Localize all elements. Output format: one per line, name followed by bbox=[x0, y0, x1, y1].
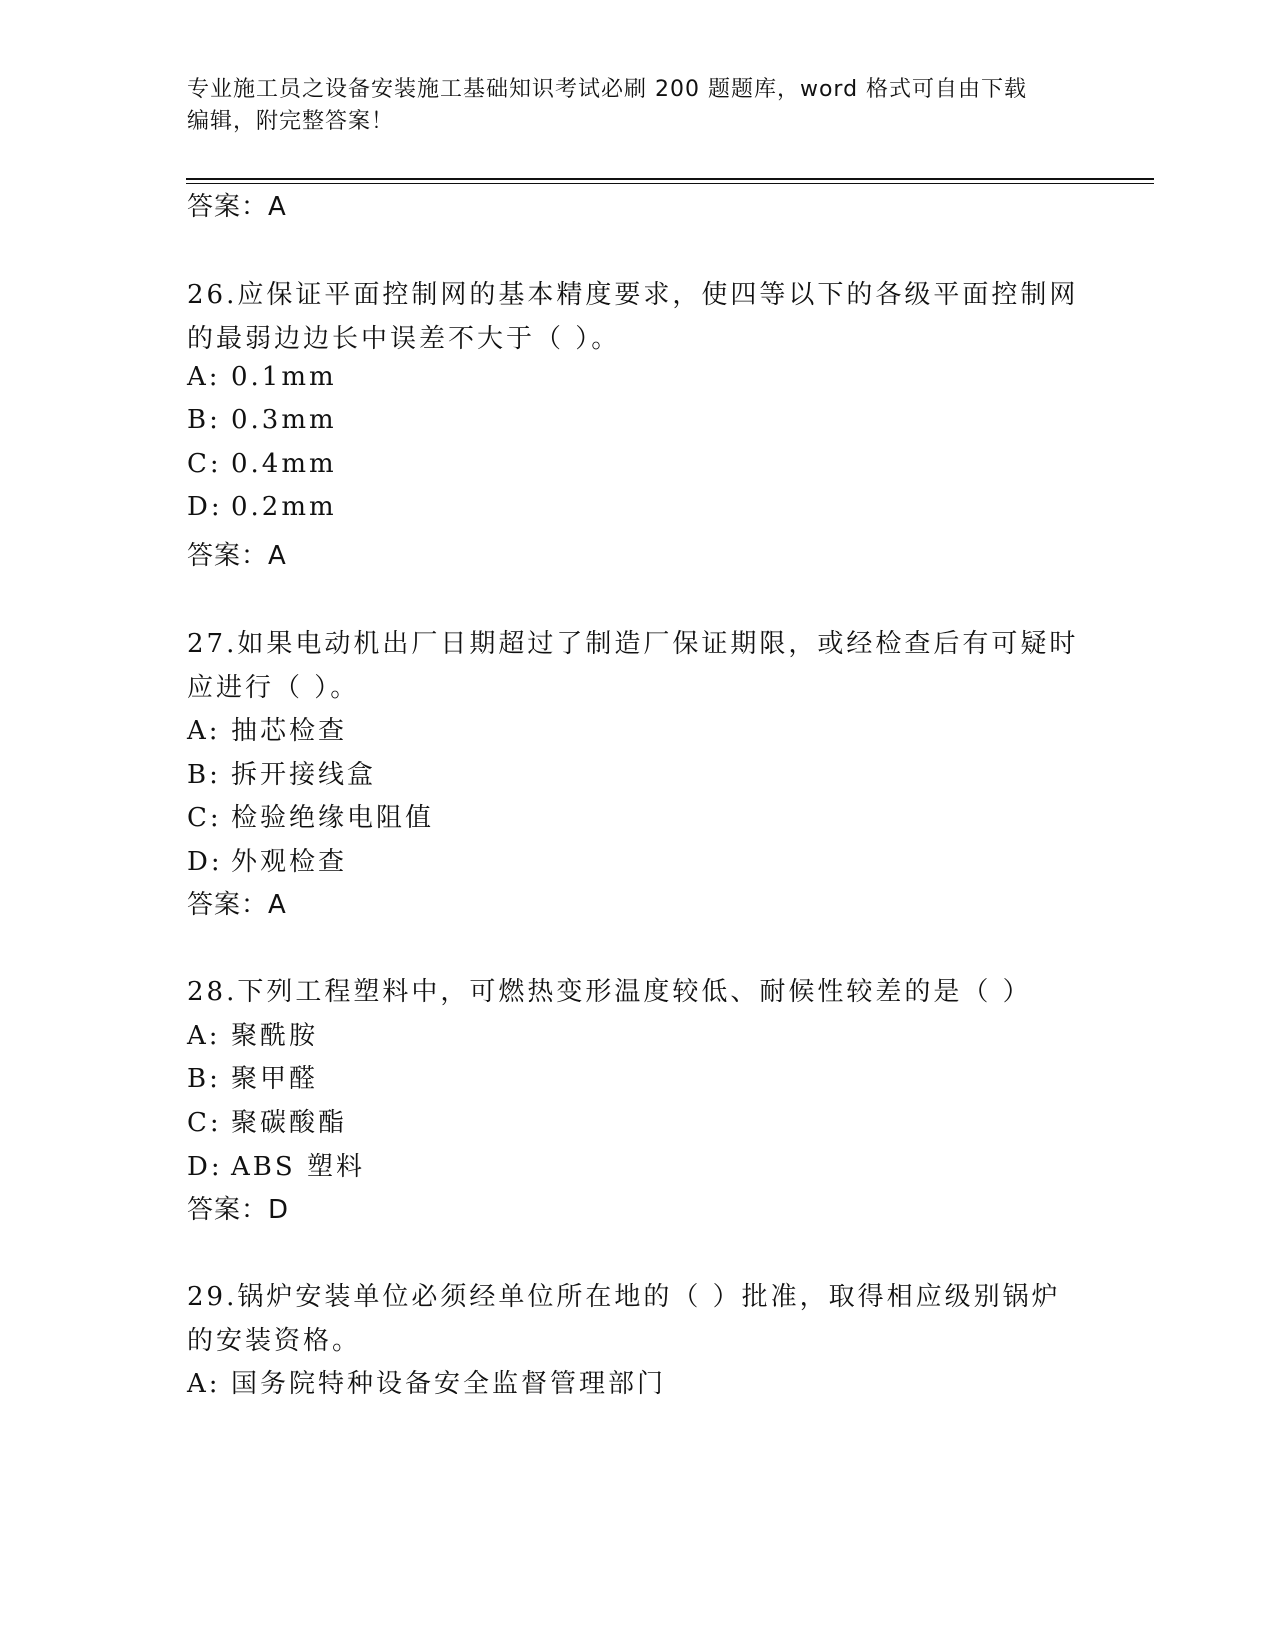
question-26-option-d bbox=[187, 492, 337, 522]
option-text: 聚碳酸酯 bbox=[231, 1108, 348, 1138]
header-rule-thick bbox=[186, 178, 1154, 180]
question-26-option-a bbox=[187, 362, 337, 392]
option-text: 0.1mm bbox=[231, 362, 337, 392]
option-text: 拆开接线盒 bbox=[231, 760, 377, 790]
option-text: 国务院特种设备安全监督管理部门 bbox=[231, 1369, 667, 1399]
option-text: 检验绝缘电阻值 bbox=[231, 803, 435, 833]
question-27-stem-line-1: 27.如果电动机出厂日期超过了制造厂保证期限，或经检查后有可疑时 bbox=[187, 629, 1079, 659]
question-29-option-a bbox=[187, 1363, 666, 1400]
option-letter: A: bbox=[187, 716, 221, 746]
question-29-stem-line-2: 的安装资格。 bbox=[187, 1326, 362, 1356]
option-text: 外观检查 bbox=[231, 847, 348, 877]
question-26-stem-line-1: 26.应保证平面控制网的基本精度要求，使四等以下的各级平面控制网 bbox=[187, 280, 1079, 310]
option-text: 0.2mm bbox=[231, 492, 337, 522]
question-27-stem-line-2: 应进行（ ）。 bbox=[187, 673, 360, 703]
question-26-stem-line-2: 的最弱边边长中误差不大于（ ）。 bbox=[187, 324, 621, 354]
question-27-option-a bbox=[187, 710, 347, 747]
question-29-stem-line-1: 29.锅炉安装单位必须经单位所在地的（ ）批准，取得相应级别锅炉 bbox=[187, 1282, 1061, 1312]
option-letter: D: bbox=[187, 1152, 223, 1182]
option-letter: C: bbox=[187, 449, 222, 479]
question-26-option-c bbox=[187, 449, 337, 479]
question-28-answer: 答案：D bbox=[187, 1195, 290, 1225]
option-text: ABS 塑料 bbox=[231, 1152, 365, 1182]
option-text: 0.4mm bbox=[231, 449, 337, 479]
document-header bbox=[187, 74, 1087, 138]
option-letter: A: bbox=[187, 362, 221, 392]
question-28-option-d bbox=[187, 1146, 365, 1183]
option-letter: A: bbox=[187, 1369, 221, 1399]
option-letter: D: bbox=[187, 492, 223, 522]
question-26-option-b bbox=[187, 405, 337, 435]
question-27-option-d bbox=[187, 841, 347, 878]
header-line-2: 编辑，附完整答案！ bbox=[187, 109, 395, 134]
answer-line: 答案：A bbox=[187, 192, 287, 222]
option-letter: D: bbox=[187, 847, 223, 877]
option-text: 0.3mm bbox=[231, 405, 337, 435]
header-rule-thin bbox=[186, 183, 1154, 184]
question-26-answer: 答案：A bbox=[187, 541, 287, 571]
option-letter: C: bbox=[187, 1108, 222, 1138]
question-27-answer: 答案：A bbox=[187, 890, 287, 920]
question-28-option-c bbox=[187, 1102, 347, 1139]
option-letter: B: bbox=[187, 405, 221, 435]
option-text: 抽芯检查 bbox=[231, 716, 348, 746]
option-letter: B: bbox=[187, 760, 221, 790]
option-text: 聚甲醛 bbox=[231, 1064, 319, 1094]
question-27-option-b bbox=[187, 754, 376, 791]
option-letter: A: bbox=[187, 1021, 221, 1051]
question-28-option-b bbox=[187, 1058, 318, 1095]
option-letter: B: bbox=[187, 1064, 221, 1094]
question-28-option-a bbox=[187, 1015, 318, 1052]
header-line-1: 专业施工员之设备安装施工基础知识考试必刷 200 题题库，word 格式可自由下载 bbox=[187, 77, 1028, 102]
option-text: 聚酰胺 bbox=[231, 1021, 319, 1051]
question-27-option-c bbox=[187, 797, 434, 834]
question-28-stem-line-1: 28.下列工程塑料中，可燃热变形温度较低、耐候性较差的是（ ） bbox=[187, 977, 1032, 1007]
option-letter: C: bbox=[187, 803, 222, 833]
